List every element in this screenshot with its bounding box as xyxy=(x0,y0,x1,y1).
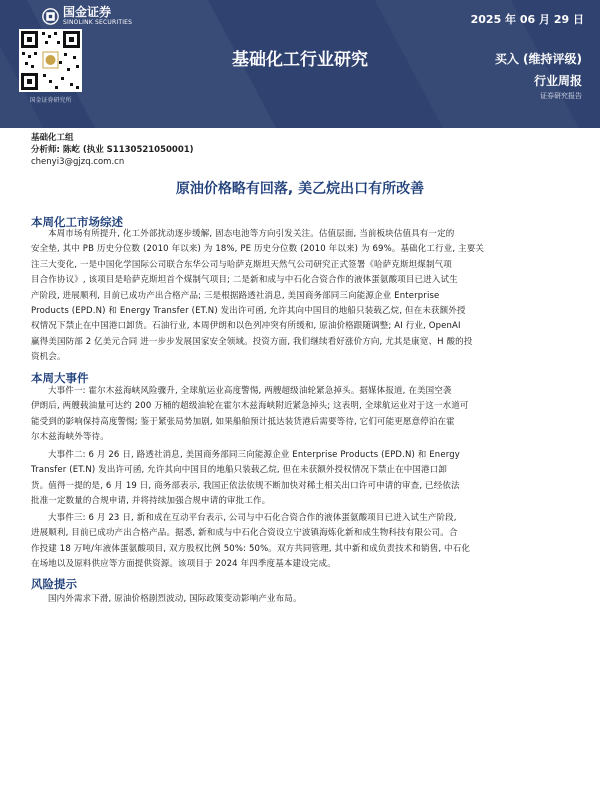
text-line: 批准一定数量的合规申请, 并将持续加强合规申请的审批工作。 xyxy=(31,496,271,507)
analyst-email[interactable]: chenyi3@gjzq.com.cn xyxy=(31,157,125,167)
text-line: 尔木兹海峡外等待。 xyxy=(31,432,109,443)
document-title: 原油价格略有回落, 美乙烷出口有所改善 xyxy=(175,181,425,197)
paragraph xyxy=(31,227,587,366)
text-line: 大事件一: 霍尔木兹海峡风险骤升, 全球航运业高度警惕, 两艘超级油轮紧急掉头。据媒体报道, 在美国空袭 xyxy=(48,386,452,396)
paragraph xyxy=(31,511,587,573)
text-line: 国内外需求下滑, 原油价格剧烈波动, 国际政策变动影响产业布局。 xyxy=(48,594,302,604)
report-type: 行业周报 xyxy=(533,74,582,88)
text-line: Transfer (ET.N) 发出许可函, 允许其向中国目的地船只装载乙烷, 但在未获额外授权情况下禁止在中国港口卸 xyxy=(31,465,447,476)
section-heading: 本周化工市场综述 xyxy=(31,215,123,229)
report-subtype: 证券研究报告 xyxy=(540,92,582,100)
text-line: 作投建 18 万吨/年液体蛋氨酸项目, 双方股权比例 50%: 50%。双方共同管理, 其中新和成负责技术和销售, 中石化 xyxy=(31,543,471,554)
text-line: 能受到的影响保持高度警惕; 鉴于紧张局势加剧, 如果船舶预计抵达装货港后需要等待, 它们可能更愿意停泊在霍 xyxy=(31,416,455,427)
text-line: 注三大变化, 一是中国化学国际公司联合东华公司与哈萨克斯坦天然气公司研究正式签署《哈萨克斯坦煤制气项 xyxy=(31,259,452,270)
section-heading: 本周大事件 xyxy=(31,371,89,385)
text-line: 赢得美国防部 2 亿美元合同 进一步步发展国家安全领域。投资方面, 我们继续看好涨价方向, 尤其是康宽、H 酸的投 xyxy=(31,336,473,347)
paragraph xyxy=(31,384,587,446)
text-line: 在场地以及原料供应等方面提供资源。该项目于 2024 年四季度基本建设完成。 xyxy=(31,559,336,570)
text-line: 权情况下禁止在中国港口卸货。石油行业, 本周伊朗和以色列冲突有所缓和, 原油价格跟随调整; AI 行业, OpenAI xyxy=(31,321,461,332)
analyst-name: 分析师: 陈屹 (执业 S1130521050001) xyxy=(31,145,194,155)
report-date: 2025 年 06 月 29 日 xyxy=(470,13,584,26)
paragraph xyxy=(31,448,587,510)
text-line: 目合作协议》, 该项目是哈萨克斯坦首个煤制气项目; 二是新和成与中石化合资合作的液体蛋氨酸项目已进入试生 xyxy=(31,275,458,286)
report-title: 基础化工行业研究 xyxy=(232,50,368,70)
qr-caption: 国金证券研究所 xyxy=(29,97,72,104)
paragraph xyxy=(31,592,587,607)
text-line: 本周市场有所提升, 化工外部扰动逐步缓解, 固态电池等方向引发关注。估值层面, 当前板块估值具有一定的 xyxy=(48,229,455,239)
rating: 买入 (维持评级) xyxy=(494,52,582,66)
text-line: 安全垫, 其中 PB 历史分位数 (2010 年以来) 为 18%, PE 历史分位数 (2010 年以来) 为 69%。基础化工行业, 主要关 xyxy=(31,244,485,255)
sinolink-logo-icon xyxy=(42,8,59,25)
text-line: Products (EPD.N) 和 Energy Transfer (ET.N) 发出许可函, 允许其向中国目的地船只装载乙烷, 但在未获额外授 xyxy=(31,306,466,317)
section-heading: 风险提示 xyxy=(31,577,77,591)
text-line: 资机会。 xyxy=(31,352,66,363)
logo-name-cn: 国金证券 xyxy=(63,5,112,19)
text-line: 产阶段, 进展顺利, 目前已成功产出合格产品; 三是根据路透社消息, 美国商务部同三向能源企业 Enterprise xyxy=(31,290,440,301)
company-logo xyxy=(42,6,132,26)
text-line: 货。值得一提的是, 6 月 19 日, 商务部表示, 我国正依法依规不断加快对稀土相关出口许可申请的审查, 已经依法 xyxy=(31,480,460,491)
text-line: 大事件二: 6 月 26 日, 路透社消息, 美国商务部同三向能源企业 Enterprise Products (EPD.N) 和 Energy xyxy=(48,450,460,460)
report-header xyxy=(0,0,600,128)
logo-name-en: SINOLINK SECURITIES xyxy=(63,19,133,26)
text-line: 大事件三: 6 月 23 日, 新和成在互动平台表示, 公司与中石化合资合作的液体蛋氨酸项目已进入试生产阶段, xyxy=(48,513,457,523)
text-line: 进展顺利, 目前已成功产出合格产品。据悉, 新和成与中石化合资设立宁波镇海炼化新和成生物科技有限公司。合 xyxy=(31,528,458,539)
text-line: 伊朗后, 两艘载油量可达约 200 万桶的超级油轮在霍尔木兹海峡附近紧急掉头; 这表明, 全球航运业对于这一水道可 xyxy=(31,401,469,412)
analyst-group: 基础化工组 xyxy=(31,133,74,143)
